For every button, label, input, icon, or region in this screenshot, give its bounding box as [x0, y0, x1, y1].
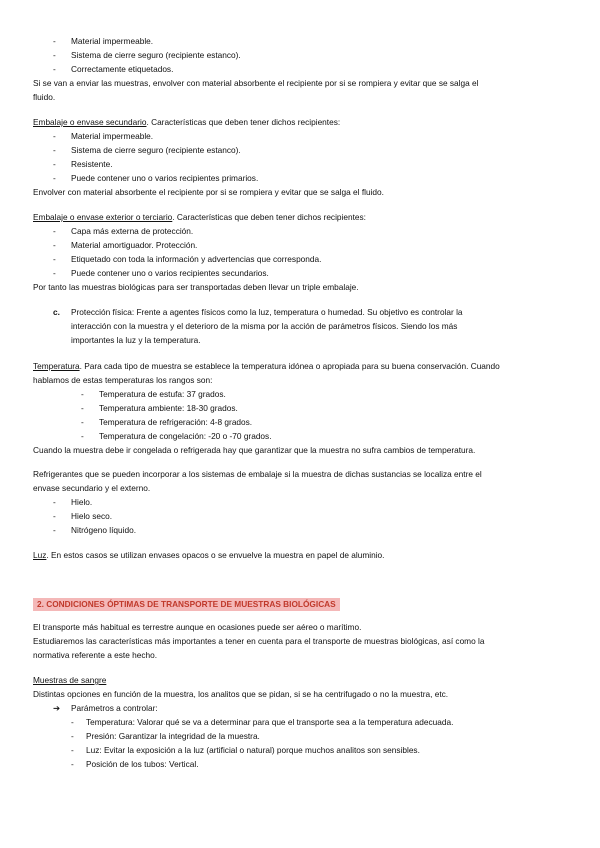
list-item: Correctamente etiquetados.: [71, 64, 174, 74]
section-rest: . Características que deben tener dichos recipientes:: [146, 117, 341, 127]
section-title: Temperatura: [33, 361, 80, 371]
bullet-dash: -: [53, 254, 56, 264]
paragraph-line: Si se van a enviar las muestras, envolver con material absorbente el recipiente por si se rompiera y evitar que se salga el: [33, 78, 479, 88]
bullet-dash: -: [71, 717, 74, 727]
section-title: Luz: [33, 550, 47, 560]
paragraph-line: Cuando la muestra debe ir congelada o refrigerada hay que garantizar que la muestra no sufra cambios de temperatura.: [33, 445, 476, 455]
temperature-paragraph: [33, 361, 500, 372]
section-rest: . En estos casos se utilizan envases opacos o se envuelve la muestra en papel de aluminio.: [46, 550, 385, 560]
list-item: Capa más externa de protección.: [71, 226, 194, 236]
list-item: Sistema de cierre seguro (recipiente estanco).: [71, 145, 241, 155]
paragraph-line: interacción con la muestra y el deterioro de la misma por la acción de parámetros físicos. Siendo los más: [71, 321, 458, 331]
list-item: Hielo seco.: [71, 511, 113, 521]
list-item: Nitrógeno líquido.: [71, 525, 137, 535]
bullet-dash: -: [53, 36, 56, 46]
section-tertiary-heading: [33, 212, 366, 223]
paragraph-line: importantes la luz y la temperatura.: [71, 335, 201, 345]
list-item: Temperatura: Valorar qué se va a determinar para que el transporte sea a la temperatura adecuada.: [86, 717, 454, 727]
list-item: Material amortiguador. Protección.: [71, 240, 198, 250]
paragraph-line: envase secundario y el externo.: [33, 483, 151, 493]
bullet-dash: -: [71, 731, 74, 741]
bullet-dash: -: [53, 145, 56, 155]
arrow-icon: ➔: [53, 703, 60, 713]
bullet-dash: -: [81, 431, 84, 441]
section-rest: . Características que deben tener dichos recipientes:: [172, 212, 366, 222]
section-heading-2: 2. CONDICIONES ÓPTIMAS DE TRANSPORTE DE MUESTRAS BIOLÓGICAS: [37, 599, 336, 609]
list-item: Temperatura de refrigeración: 4-8 grados.: [99, 417, 253, 427]
bullet-dash: -: [53, 173, 56, 183]
list-item: Puede contener uno o varios recipientes secundarios.: [71, 268, 269, 278]
paragraph-line: Por tanto las muestras biológicas para ser transportadas deben llevar un triple embalaje.: [33, 282, 359, 292]
list-item: Puede contener uno o varios recipientes primarios.: [71, 173, 259, 183]
paragraph-line: Envolver con material absorbente el recipiente por si se rompiera y evitar que se salga el fluido.: [33, 187, 384, 197]
paragraph-line: hablamos de estas temperaturas los rangos son:: [33, 375, 213, 385]
section-rest: . Para cada tipo de muestra se establece la temperatura idónea o apropiada para su buena conservación. Cuando: [79, 361, 500, 371]
bullet-dash: -: [53, 268, 56, 278]
paragraph-line: fluido.: [33, 92, 56, 102]
list-item: Material impermeable.: [71, 131, 154, 141]
bullet-dash: -: [53, 497, 56, 507]
list-item: Temperatura de estufa: 37 grados.: [99, 389, 226, 399]
bullet-dash: -: [71, 759, 74, 769]
list-item: Etiquetado con toda la información y advertencias que corresponda.: [71, 254, 322, 264]
bullet-dash: -: [53, 131, 56, 141]
list-item: Luz: Evitar la exposición a la luz (artificial o natural) porque muchos analitos son sensibles.: [86, 745, 420, 755]
light-paragraph: [33, 550, 384, 561]
list-item: Temperatura ambiente: 18-30 grados.: [99, 403, 238, 413]
section-title: Embalaje o envase secundario: [33, 117, 147, 127]
bullet-dash: -: [53, 240, 56, 250]
list-item: Resistente.: [71, 159, 113, 169]
bullet-dash: -: [53, 226, 56, 236]
list-item: Sistema de cierre seguro (recipiente estanco).: [71, 50, 241, 60]
bullet-dash: -: [81, 389, 84, 399]
paragraph-line: Refrigerantes que se pueden incorporar a los sistemas de embalaje si la muestra de dichas sustancias se localiza entre el: [33, 469, 482, 479]
paragraph-line: Protección física: Frente a agentes físicos como la luz, temperatura o humedad. Su objetivo es controlar la: [71, 307, 463, 317]
bullet-dash: -: [53, 64, 56, 74]
section-title: Embalaje o envase exterior o terciario: [33, 212, 173, 222]
paragraph-line: Estudiaremos las características más importantes a tener en cuenta para el transporte de muestras biológicas, así como la: [33, 636, 485, 646]
blood-samples-heading: Muestras de sangre: [33, 675, 107, 685]
paragraph-line: Distintas opciones en función de la muestra, los analitos que se pidan, si se ha centrifugado o no la muestra, etc.: [33, 689, 449, 699]
paragraph-line: El transporte más habitual es terrestre aunque en ocasiones puede ser aéreo o marítimo.: [33, 622, 362, 632]
bullet-dash: -: [53, 525, 56, 535]
list-item: Presión: Garantizar la integridad de la muestra.: [86, 731, 260, 741]
list-item: Temperatura de congelación: -20 o -70 grados.: [99, 431, 272, 441]
list-item: Hielo.: [71, 497, 93, 507]
bullet-dash: -: [81, 417, 84, 427]
bullet-dash: -: [81, 403, 84, 413]
list-item: Posición de los tubos: Vertical.: [86, 759, 199, 769]
list-letter: c.: [53, 307, 60, 317]
bullet-dash: -: [53, 50, 56, 60]
list-item: Material impermeable.: [71, 36, 154, 46]
bullet-dash: -: [53, 159, 56, 169]
bullet-dash: -: [71, 745, 74, 755]
bullet-dash: -: [53, 511, 56, 521]
paragraph-line: normativa referente a este hecho.: [33, 650, 158, 660]
list-item: Parámetros a controlar:: [71, 703, 158, 713]
section-secondary-heading: [33, 117, 340, 128]
